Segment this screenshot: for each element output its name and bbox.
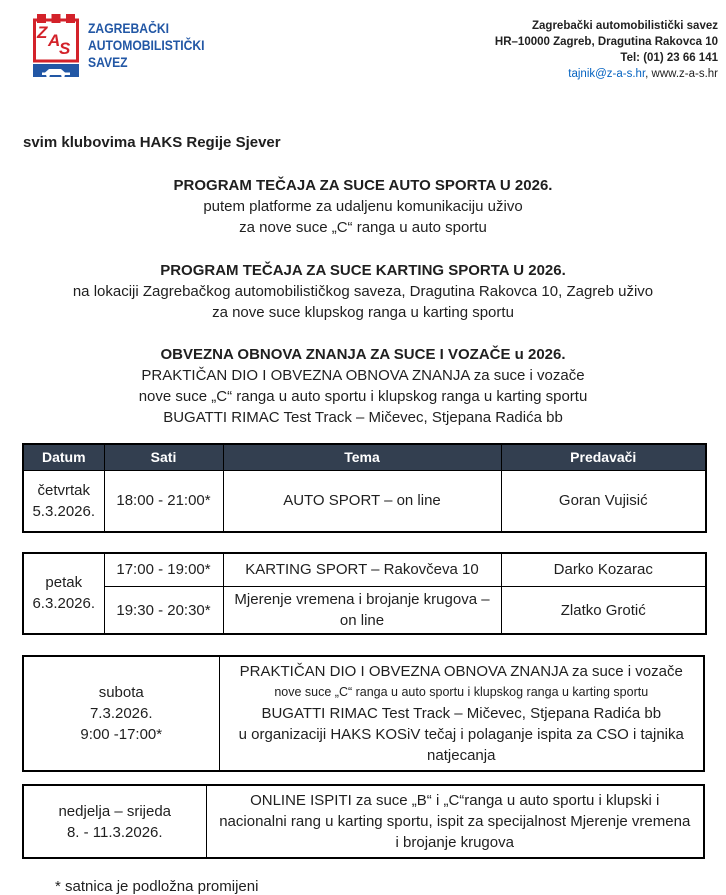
content-line: nove suce „C“ ranga u auto sportu i klupskog ranga u karting sportu [274, 685, 649, 699]
schedule-table-friday [22, 552, 707, 636]
organization-name [88, 20, 205, 71]
content-line: u organizaciji HAKS KOSiV tečaj i polaganje ispita za CSO i tajnika natjecanja [238, 726, 684, 764]
cell-datum [23, 656, 219, 771]
svg-text:S: S [59, 39, 71, 58]
contact-address: HR–10000 Zagreb, Dragutina Rakovca 10 [494, 36, 718, 48]
footnote: * satnica je podložna promijeni [55, 878, 259, 895]
letterhead [0, 0, 726, 96]
datum-date: 5.3.2026. [32, 502, 96, 520]
cell-predavac: Darko Kozarac [501, 553, 706, 587]
salutation: svim klubovima HAKS Regije Sjever [23, 134, 281, 151]
logo-name-line3: SAVEZ [88, 55, 128, 70]
cell-predavac: Goran Vujisić [501, 471, 706, 532]
cell-sati: 17:00 - 19:00* [104, 553, 223, 587]
schedule-table-saturday [22, 655, 705, 772]
zas-emblem-icon [33, 14, 79, 78]
organization-logo [33, 14, 218, 96]
website-text: , www.z-a-s.hr [645, 68, 718, 80]
logo-name-line2: AUTOMOBILISTIČKI [88, 38, 205, 53]
section-line: BUGATTI RIMAC Test Track – Mičevec, Stjepana Radića bb [163, 409, 563, 426]
contact-info [495, 14, 718, 96]
contact-web-line [495, 66, 718, 82]
svg-text:Z: Z [37, 23, 48, 42]
datum-date: 7.3.2026. [89, 705, 153, 722]
table-row [23, 656, 704, 771]
table-row [23, 785, 704, 858]
section-title: PROGRAM TEČAJA ZA SUCE KARTING SPORTA U 2026. [160, 262, 566, 279]
contact-org-name: Zagrebački automobilistički savez [532, 20, 718, 32]
column-header-datum: Datum [23, 444, 104, 471]
datum-date: 8. - 11.3.2026. [66, 823, 163, 841]
schedule-table-sunday-wednesday [22, 784, 705, 859]
cell-content: ONLINE ISPITI za suce „B“ i „C“ranga u auto sportu i klupski i nacionalni rang u karting sportu, ispit za specijalnost Mjerenje vremena i brojanje krugova [206, 785, 704, 858]
section-title: OBVEZNA OBNOVA ZNANJA ZA SUCE I VOZAČE u 2026. [160, 346, 566, 363]
cell-sati: 19:30 - 20:30* [104, 587, 223, 635]
schedule-table-thursday [22, 443, 707, 533]
section-line: putem platforme za udaljenu komunikaciju uživo [203, 198, 523, 215]
column-header-tema: Tema [223, 444, 501, 471]
content-line: BUGATTI RIMAC Test Track – Mičevec, Stjepana Radića bb [261, 705, 662, 722]
cell-content [219, 656, 704, 771]
datum-day: subota [98, 684, 144, 701]
section-line: PRAKTIČAN DIO I OBVEZNA OBNOVA ZNANJA za suce i vozače [141, 367, 585, 384]
cell-datum [23, 785, 206, 858]
datum-day: četvrtak [37, 481, 90, 499]
cell-tema: KARTING SPORT – Rakovčeva 10 [223, 553, 501, 587]
section-title: PROGRAM TEČAJA ZA SUCE AUTO SPORTA U 2026. [173, 177, 553, 194]
cell-sati: 18:00 - 21:00* [104, 471, 223, 532]
section-auto-sport [0, 175, 726, 238]
cell-datum [23, 553, 104, 635]
column-header-sati: Sati [104, 444, 223, 471]
content-line: PRAKTIČAN DIO I OBVEZNA OBNOVA ZNANJA za suce i vozače [239, 663, 683, 680]
email-link[interactable]: tajnik@z-a-s.hr [568, 68, 646, 80]
table-header-row [23, 444, 706, 471]
section-line: za nove suce klupskog ranga u karting sportu [212, 304, 514, 321]
cell-predavac: Zlatko Grotić [501, 587, 706, 635]
cell-datum [23, 471, 104, 532]
section-karting-sport [0, 260, 726, 323]
section-line: na lokaciji Zagrebačkog automobilističkog saveza, Dragutina Rakovca 10, Zagreb uživo [72, 283, 654, 300]
datum-date: 6.3.2026. [32, 595, 96, 613]
datum-time: 9:00 -17:00* [80, 726, 163, 743]
section-line: nove suce „C“ ranga u auto sportu i klupskog ranga u karting sportu [138, 388, 588, 405]
section-obnova-znanja [0, 344, 726, 428]
logo-name-line1: ZAGREBAČKI [88, 21, 169, 36]
table-row [23, 471, 706, 532]
datum-day: petak [45, 574, 83, 592]
svg-text:A: A [48, 31, 61, 50]
table-row [23, 553, 706, 587]
datum-day: nedjelja – srijeda [58, 802, 172, 820]
contact-phone: Tel: (01) 23 66 141 [620, 52, 718, 64]
column-header-predavaci: Predavači [501, 444, 706, 471]
cell-tema: AUTO SPORT – on line [223, 471, 501, 532]
section-line: za nove suce „C“ ranga u auto sportu [239, 219, 487, 236]
cell-tema: Mjerenje vremena i brojanje krugova – on line [223, 587, 501, 635]
table-row [23, 587, 706, 635]
